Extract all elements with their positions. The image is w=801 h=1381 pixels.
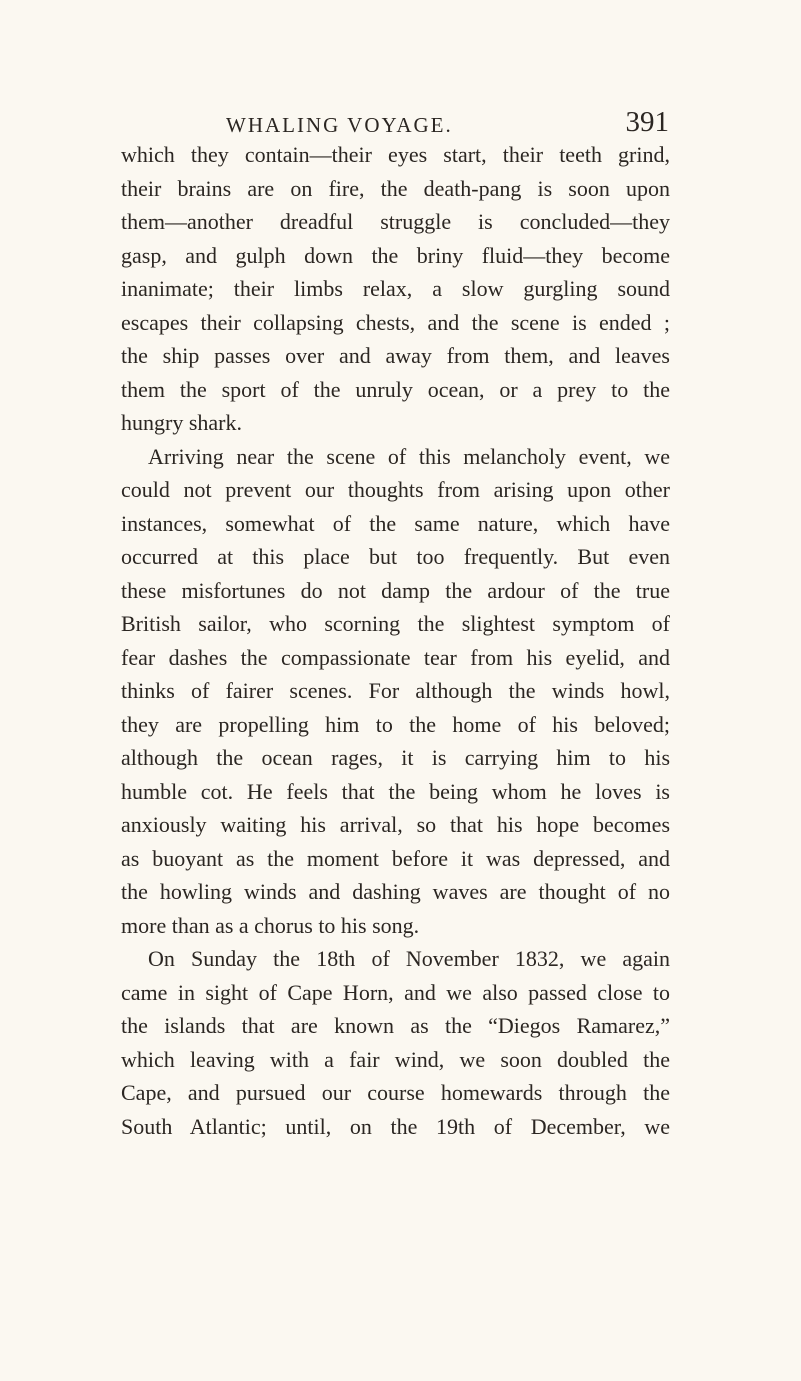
text-line: as buoyant as the moment before it was depressed, and — [121, 845, 670, 871]
text-line: inanimate; their limbs relax, a slow gurgling sound — [121, 276, 670, 301]
text-line: thinks of fairer scenes. For although the winds howl, — [121, 678, 670, 703]
text-line: the howling winds and dashing waves are thought of no — [121, 879, 670, 904]
text-line: gasp, and gulph down the briny fluid—they become — [121, 242, 670, 268]
text-line: South Atlantic; until, on the 19th of December, we — [121, 1113, 670, 1139]
text-line: the islands that are known as the “Diegos Ramarez,” — [121, 1013, 670, 1038]
text-line: could not prevent our thoughts from arising upon other — [121, 477, 670, 502]
page-number: 391 — [625, 106, 669, 138]
text-line: them the sport of the unruly ocean, or a prey to the — [121, 376, 670, 402]
text-line: although the ocean rages, it is carrying him to his — [121, 745, 670, 770]
body-text — [121, 138, 670, 1143]
text-line: came in sight of Cape Horn, and we also passed close to — [121, 979, 670, 1005]
paragraph-start-line: On Sunday the 18th of November 1832, we again — [148, 946, 670, 971]
text-line: they are propelling him to the home of his beloved; — [121, 711, 670, 737]
text-line: hungry shark. — [121, 410, 242, 435]
running-title: WHALING VOYAGE. — [226, 113, 453, 137]
text-line: their brains are on fire, the death-pang is soon upon — [121, 175, 670, 201]
text-line: escapes their collapsing chests, and the scene is ended ; — [121, 309, 670, 335]
text-line: instances, somewhat of the same nature, which have — [121, 510, 670, 536]
text-line: them—another dreadful struggle is concluded—they — [121, 209, 670, 234]
paragraph-start-line: Arriving near the scene of this melancholy event, we — [148, 443, 670, 469]
text-line: occurred at this place but too frequently. But even — [121, 544, 670, 569]
text-line: Cape, and pursued our course homewards through the — [121, 1080, 670, 1105]
text-line: more than as a chorus to his song. — [121, 912, 420, 938]
text-line: which they contain—their eyes start, their teeth grind, — [121, 142, 670, 167]
text-line: fear dashes the compassionate tear from his eyelid, and — [121, 644, 670, 670]
text-line: these misfortunes do not damp the ardour of the true — [121, 577, 670, 603]
text-line: which leaving with a fair wind, we soon doubled the — [121, 1046, 670, 1072]
text-line: the ship passes over and away from them, and leaves — [121, 343, 670, 368]
text-line: humble cot. He feels that the being whom he loves is — [121, 778, 670, 804]
text-line: British sailor, who scorning the slightest symptom of — [121, 611, 670, 636]
text-line: anxiously waiting his arrival, so that his hope becomes — [121, 812, 670, 837]
